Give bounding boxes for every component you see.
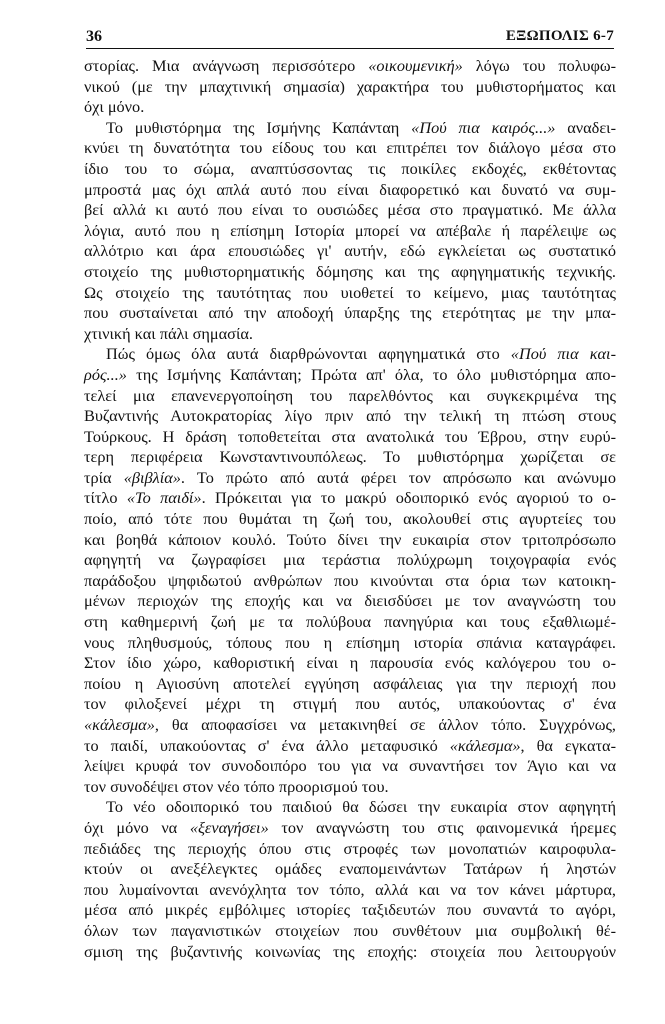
text-segment: όλων των παγανιστικών στοιχείων που συνθέτουν μια συμβολική θέ-	[84, 920, 616, 940]
italic-text: «Το παιδί»	[126, 488, 202, 508]
text-segment: όχι μόνο.	[84, 97, 145, 117]
text-segment: βεί αλλά κι αυτό που είναι το ουσιώδες μέσα στο πραγματικό. Με άλλα	[84, 200, 616, 220]
text-segment: όχι μόνο να	[84, 817, 190, 837]
text-segment: μπροστά μας όχι απλά αυτό που είναι διαφορετικό και δυνατό να συμ-	[84, 179, 616, 199]
text-line	[84, 756, 616, 777]
text-line	[84, 612, 616, 633]
text-line	[84, 797, 616, 818]
text-segment: μένων περιοχών της εποχής και να διεισδύσει με τον αναγνώστη του	[84, 591, 616, 611]
text-segment: τίτλο	[84, 488, 127, 508]
text-segment: της Ισμήνης Καπάνταη; Πρώτα απ' όλα, το όλο μυθιστόρημα απο-	[126, 364, 616, 384]
italic-text: «κάλεσμα»	[449, 735, 521, 755]
text-line	[84, 118, 616, 139]
text-segment: τον φιλοξενεί μέχρι τη στιγμή που αυτός, υπακούοντας σ' ένα	[84, 694, 616, 714]
text-line	[84, 900, 616, 921]
text-segment: στοιχείο της μυθιστορηματικής δόμησης και της αφηγηματικής τεχνικής.	[84, 261, 616, 281]
text-segment: παράδοξου ψηφιδωτού ανθρώπων που κινούνται στα όρια των κατοικη-	[84, 570, 616, 590]
text-line	[84, 653, 616, 674]
text-line	[84, 571, 616, 592]
text-segment: Στον ίδιο χώρο, καθοριστική είναι η παρουσία ενός καλόγερου του ο-	[84, 653, 616, 673]
text-line	[84, 303, 616, 324]
text-line	[84, 159, 616, 180]
text-segment: νους πληθυσμούς, τόπους που η επίσημη ιστορία σπάνια καταγράφει.	[84, 632, 616, 652]
page-number: 36	[86, 28, 102, 45]
text-segment: μέσα από μικρές εμβόλιμες ιστορίες ταξιδευτών που συναντά το αγόρι,	[84, 900, 616, 920]
text-segment: κνύει τη δυνατότητα του είδους του και επιτρέπει τον διάλογο μέσα στο	[84, 138, 616, 158]
text-line	[84, 530, 616, 551]
text-line	[84, 365, 616, 386]
text-segment: λόγω του πολυφω-	[462, 56, 616, 75]
text-segment: τελεί μια επανενεργοποίηση του παρελθόντος και συγκεκριμένα της	[84, 385, 616, 405]
text-segment: που συσταίνεται από την αποδοχή ύπαρξης της ετερότητας με την μπα-	[84, 303, 616, 323]
text-segment: λείψει κρυφά τον συνοδοιπόρο του για να συναντήσει τον Άγιο και να	[84, 756, 616, 776]
text-line	[84, 694, 616, 715]
italic-text: «Πού πια καιρός...»	[411, 117, 556, 137]
text-line	[84, 818, 616, 839]
text-line	[84, 56, 616, 77]
text-segment: το παιδί, υπακούοντας σ' ένα άλλο μεταφυσικό	[84, 735, 450, 755]
text-line	[84, 386, 616, 407]
text-line	[84, 221, 616, 242]
text-segment: που λυμαίνονται ανενόχλητα τον τόπο, αλλά και να τον κάνει μάρτυρα,	[84, 879, 616, 899]
italic-text: «οικουμενική»	[368, 56, 463, 75]
text-line	[84, 509, 616, 530]
text-line	[84, 200, 616, 221]
italic-text: «βιβλία»	[123, 467, 181, 487]
italic-text: «κάλεσμα»	[84, 715, 155, 734]
text-line	[84, 406, 616, 427]
text-segment: τερη περιφέρεια Κωνσταντινουπόλεως. Το μυθιστόρημα χωρίζεται σε	[84, 447, 616, 467]
text-line	[84, 715, 616, 736]
text-segment: Ως στοιχείο της ταυτότητας που υιοθετεί το κείμενο, μιας ταυτότητας	[84, 282, 616, 302]
text-line	[84, 921, 616, 942]
italic-text: ρός...»	[84, 364, 127, 384]
text-line	[84, 468, 616, 489]
text-line	[84, 674, 616, 695]
text-line	[84, 839, 616, 860]
text-segment: ίδιο του το σώμα, αναπτύσσοντας τις ποικίλες εκδοχές, εκθέτοντας	[84, 158, 616, 178]
text-line	[84, 859, 616, 880]
text-line	[84, 777, 616, 798]
text-segment: αφηγητή να ζωγραφίσει μια τεράστια πολύχρωμη τοιχογραφία ενός	[84, 550, 616, 570]
text-segment: τρία	[84, 467, 124, 487]
text-segment: σμιση της βυζαντινής κοινωνίας της εποχής: στοιχεία που λειτουργούν	[84, 941, 616, 961]
text-segment: λόγια, αυτό που η επίσημη Ιστορία μπορεί να απέβαλε ή παρέλειψε ως	[84, 220, 616, 240]
text-segment: Βυζαντινής Αυτοκρατορίας λίγο πριν από την τελική τη πτώση στους	[84, 406, 616, 426]
text-line	[84, 447, 616, 468]
text-line	[84, 488, 616, 509]
text-line	[84, 736, 616, 757]
text-line	[84, 591, 616, 612]
text-line	[84, 324, 616, 345]
text-segment: τον συνοδέψει στον νέο τόπο προορισμού του.	[84, 776, 389, 796]
text-segment: χτινική και πάλι σημασία.	[84, 323, 253, 343]
text-segment: . Το πρώτο από αυτά φέρει τον απρόσωπο και ανώνυμο	[180, 467, 616, 487]
text-line	[84, 344, 616, 365]
text-segment: . Πρόκειται για το μακρύ οδοιπορικό ενός αγοριού το ο-	[201, 488, 616, 508]
text-segment: τον αναγνώστη του στις φαινομενικά ήρεμες	[268, 817, 616, 837]
text-segment: Πώς όμως όλα αυτά διαρθρώνονται αφηγηματικά στο	[106, 344, 511, 364]
text-line	[84, 262, 616, 283]
italic-text: «Πού πια και-	[510, 344, 616, 364]
text-segment: αλλότριο και άρα επουσιώδες γι' αυτήν, εδώ εγκλείεται ως συστατικό	[84, 241, 616, 261]
running-title: ΕΞΩΠΟΛΙΣ 6-7	[505, 28, 614, 44]
text-segment: πεδιάδες της περιοχής όπου στις στροφές των μονοπατιών καιροφυλα-	[84, 838, 616, 858]
text-line	[84, 550, 616, 571]
text-segment: Το μυθιστόρημα της Ισμήνης Καπάνταη	[106, 117, 412, 137]
text-segment: Τούρκους. Η δράση τοποθετείται στα ανατολικά του Έβρου, στην ευρύ-	[84, 426, 616, 446]
text-segment: , θα αποφασίσει να μετακινηθεί σε άλλον τόπο. Συγχρόνως,	[154, 715, 616, 734]
text-line	[84, 97, 616, 118]
text-line	[84, 283, 616, 304]
text-line	[84, 427, 616, 448]
italic-text: «ξεναγήσει»	[189, 817, 269, 837]
text-segment: κτούν οι ανεξέλεγκτες ομάδες εναπομεινάντων Τατάρων ή ληστών	[84, 859, 616, 879]
text-line	[84, 138, 616, 159]
text-segment: αναδει-	[555, 117, 616, 137]
text-segment: , θα εγκατα-	[520, 735, 616, 755]
text-segment: στορίας. Μια ανάγνωση περισσότερο	[84, 56, 369, 75]
text-segment: ποίου η Αγιοσύνη αποτελεί εγγύηση ασφάλειας για την περιοχή που	[84, 673, 616, 693]
text-segment: και βοηθά κάποιον κουλό. Τούτο δίνει την ευκαιρία στον τριτοπρόσωπο	[84, 529, 616, 549]
page-header	[86, 24, 614, 49]
text-segment: ποίο, από τότε που θυμάται τη ζωή του, ακολουθεί στις αγυρτείες του	[84, 509, 616, 529]
text-line	[84, 880, 616, 901]
text-line	[84, 942, 616, 963]
text-line	[84, 241, 616, 262]
text-line	[84, 180, 616, 201]
text-segment: νικού (με την μπαχτινική σημασία) χαρακτήρα του μυθιστορήματος και	[84, 76, 616, 96]
text-line	[84, 633, 616, 654]
text-segment: Το νέο οδοιπορικό του παιδιού θα δώσει την ευκαιρία στον αφηγητή	[106, 797, 616, 817]
body-text	[84, 56, 616, 962]
text-line	[84, 77, 616, 98]
text-segment: στη καθημερινή ζωή με τα πολύβουα πανηγύρια και τους εξαθλιωμέ-	[84, 612, 616, 632]
